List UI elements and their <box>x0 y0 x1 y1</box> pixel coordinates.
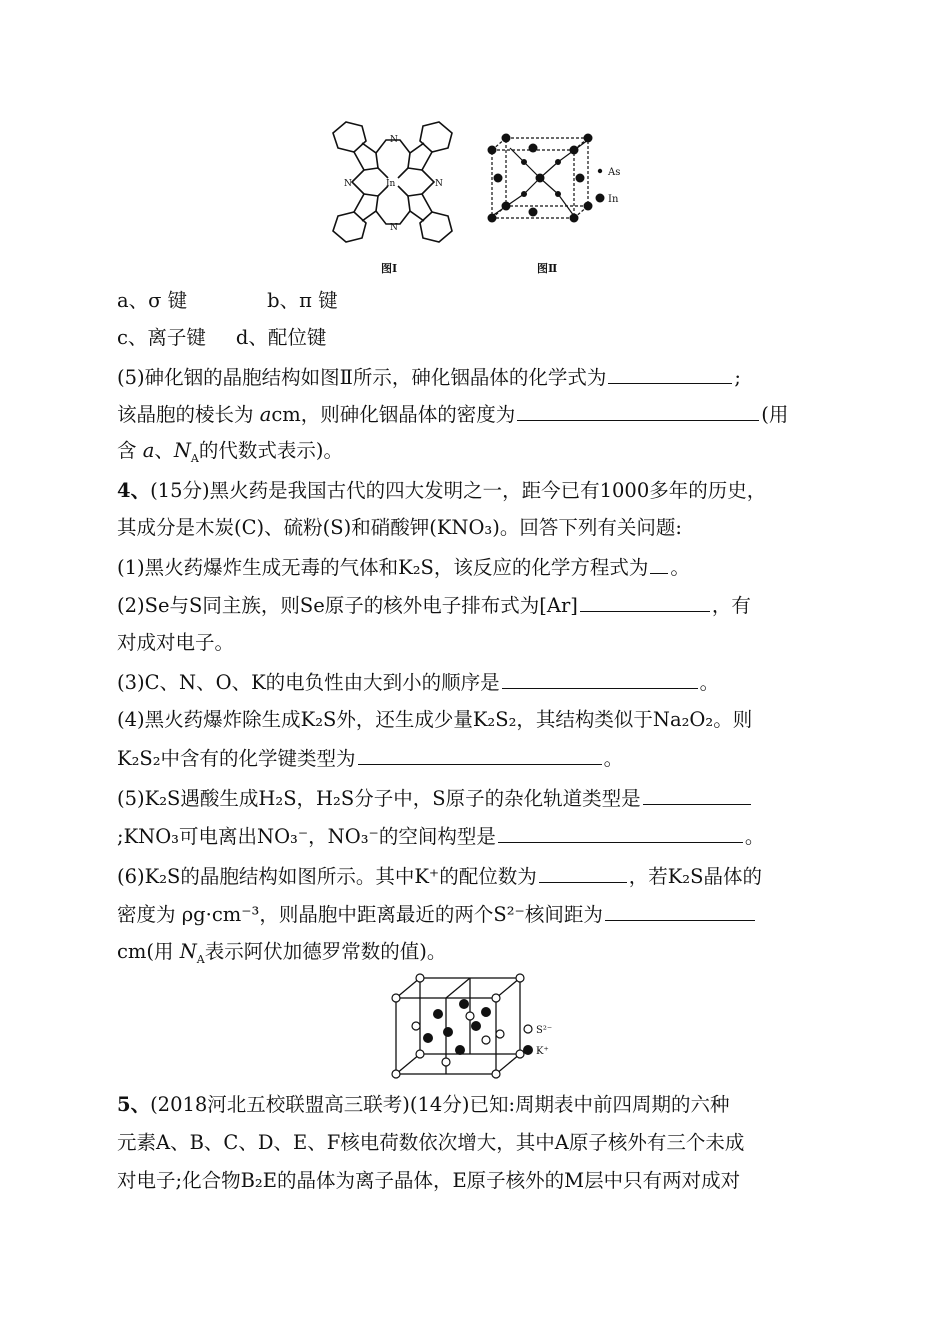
q4-part5-line2 <box>117 823 764 850</box>
q4-part6-line2 <box>117 901 757 928</box>
figure-2-caption: 图Ⅱ <box>537 262 558 275</box>
q5-text1: (2018河北五校联盟高三联考)(14分)已知:周期表中前四周期的六种 <box>150 1093 730 1116</box>
q4-part5-end: 。 <box>744 825 765 848</box>
q4-part1-end: 。 <box>670 556 690 579</box>
q5-line3 <box>117 1168 740 1194</box>
option-c: c、离子键 <box>117 326 206 349</box>
q4-intro1: (15分)黑火药是我国古代的四大发明之一，距今已有1000多年的历史， <box>150 479 767 502</box>
q4-part2-text: (2)Se与S同主族，则Se原子的核外电子排布式为[Ar] <box>117 594 578 617</box>
q4-part2-text-b: ，有 <box>711 594 751 617</box>
q4-part4-text: (4)黑火药爆炸除生成K₂S外，还生成少量K₂S₂，其结构类似于Na₂O₂。则 <box>117 708 753 731</box>
q3-part5-text3c: 的代数式表示)。 <box>198 439 343 462</box>
q4-part6-line3 <box>117 939 446 965</box>
q4-part2-line2 <box>117 630 234 656</box>
q4-part3 <box>117 669 719 696</box>
answer-blank-bond-type[interactable] <box>358 745 602 765</box>
q4-part1 <box>117 554 690 581</box>
q3-part5-text3b: 、 <box>154 439 174 462</box>
q4-intro2: 其成分是木炭(C)、硫粉(S)和硝酸钾(KNO₃)。回答下列有关问题: <box>117 516 682 539</box>
figure-2-inas-cell <box>480 128 640 278</box>
answer-blank-formula[interactable] <box>608 364 732 384</box>
q4-part3-text: (3)C、N、O、K的电负性由大到小的顺序是 <box>117 671 500 694</box>
figure-1-structure <box>318 108 468 278</box>
fig2-legend-as: As <box>608 167 621 178</box>
q4-intro-line2 <box>117 515 682 541</box>
answer-blank-config[interactable] <box>580 592 710 612</box>
q4-intro-line1 <box>117 478 766 504</box>
q3-part5-text2c: (用 <box>761 403 789 426</box>
q4-part6-text-e: 表示阿伏加德罗常数的值)。 <box>204 940 447 963</box>
k2s-legend-k: K⁺ <box>536 1046 549 1057</box>
answer-blank-geometry[interactable] <box>498 823 743 843</box>
fig1-n-left: N <box>344 179 352 189</box>
answer-blank-coordination[interactable] <box>539 863 627 883</box>
q3-part5-semicolon: ; <box>734 366 741 389</box>
fig2-legend-in: In <box>608 194 619 205</box>
q4-part6-text-d: cm(用 <box>117 940 180 963</box>
q5-line1 <box>117 1092 730 1118</box>
q4-part1-text: (1)黑火药爆炸生成无毒的气体和K₂S，该反应的化学方程式为 <box>117 556 649 579</box>
answer-blank-distance[interactable] <box>605 901 755 921</box>
q4-number: 4、 <box>117 479 151 502</box>
q4-part6-text-c: 密度为 ρg·cm⁻³，则晶胞中距离最近的两个S²⁻核间距为 <box>117 903 603 926</box>
q4-part5-line1 <box>117 785 753 812</box>
q4-part4-line1 <box>117 707 752 733</box>
options-row-2 <box>117 325 326 351</box>
q5-number: 5、 <box>117 1093 151 1116</box>
q5-line2 <box>117 1130 744 1156</box>
figure-1-caption: 图Ⅰ <box>381 262 398 275</box>
q4-part2-line1 <box>117 592 751 619</box>
var-na-q4: N <box>179 940 197 963</box>
fig1-in-center: In <box>386 179 396 189</box>
fig1-n-top: N <box>390 135 398 145</box>
q3-part5-text2b: cm，则砷化铟晶体的密度为 <box>271 403 516 426</box>
q4-part4-end: 。 <box>603 747 624 770</box>
var-na-sub: A <box>190 451 199 465</box>
q4-part2-text-c: 对成对电子。 <box>117 631 235 654</box>
q4-part6-text-b: ，若K₂S晶体的 <box>628 865 762 888</box>
fig1-n-right: N <box>435 179 443 189</box>
k2s-legend-s: S²⁻ <box>536 1025 553 1036</box>
var-a: a <box>259 403 272 426</box>
option-b: b、π 键 <box>267 289 338 312</box>
option-a: a、σ 键 <box>117 289 188 312</box>
q4-part3-end: 。 <box>699 671 720 694</box>
q3-part5-line1 <box>117 364 741 391</box>
q5-text2: 元素A、B、C、D、E、F核电荷数依次增大，其中A原子核外有三个未成 <box>117 1131 745 1154</box>
answer-blank-equation[interactable] <box>650 554 668 574</box>
q4-part5-text: (5)K₂S遇酸生成H₂S，H₂S分子中，S原子的杂化轨道类型是 <box>117 787 641 810</box>
answer-blank-hybridization[interactable] <box>643 785 751 805</box>
q5-text3: 对电子;化合物B₂E的晶体为离子晶体，E原子核外的M层中只有两对成对 <box>117 1169 741 1192</box>
q3-part5-line2 <box>117 401 788 428</box>
q4-part4-text-b: K₂S₂中含有的化学键类型为 <box>117 747 356 770</box>
answer-blank-electronegativity[interactable] <box>502 669 698 689</box>
q3-part5-text3a: 含 <box>117 439 143 462</box>
figure-k2s-cell <box>388 972 568 1082</box>
q3-part5-text: (5)砷化铟的晶胞结构如图Ⅱ所示，砷化铟晶体的化学式为 <box>117 366 607 389</box>
q3-part5-text2a: 该晶胞的棱长为 <box>117 403 260 426</box>
option-d: d、配位键 <box>235 326 327 349</box>
var-a-2: a <box>142 439 155 462</box>
q3-part5-line3 <box>117 438 343 464</box>
q4-part5-text-b: ;KNO₃可电离出NO₃⁻，NO₃⁻的空间构型是 <box>117 825 496 848</box>
q4-part6-text: (6)K₂S的晶胞结构如图所示。其中K⁺的配位数为 <box>117 865 537 888</box>
answer-blank-density[interactable] <box>517 401 759 421</box>
fig1-n-bottom: N <box>390 223 398 233</box>
q4-part4-line2 <box>117 745 623 772</box>
q4-part6-line1 <box>117 863 762 890</box>
var-na-sub-q4: A <box>196 952 205 966</box>
options-row-1 <box>117 288 338 314</box>
var-na: N <box>173 439 191 462</box>
